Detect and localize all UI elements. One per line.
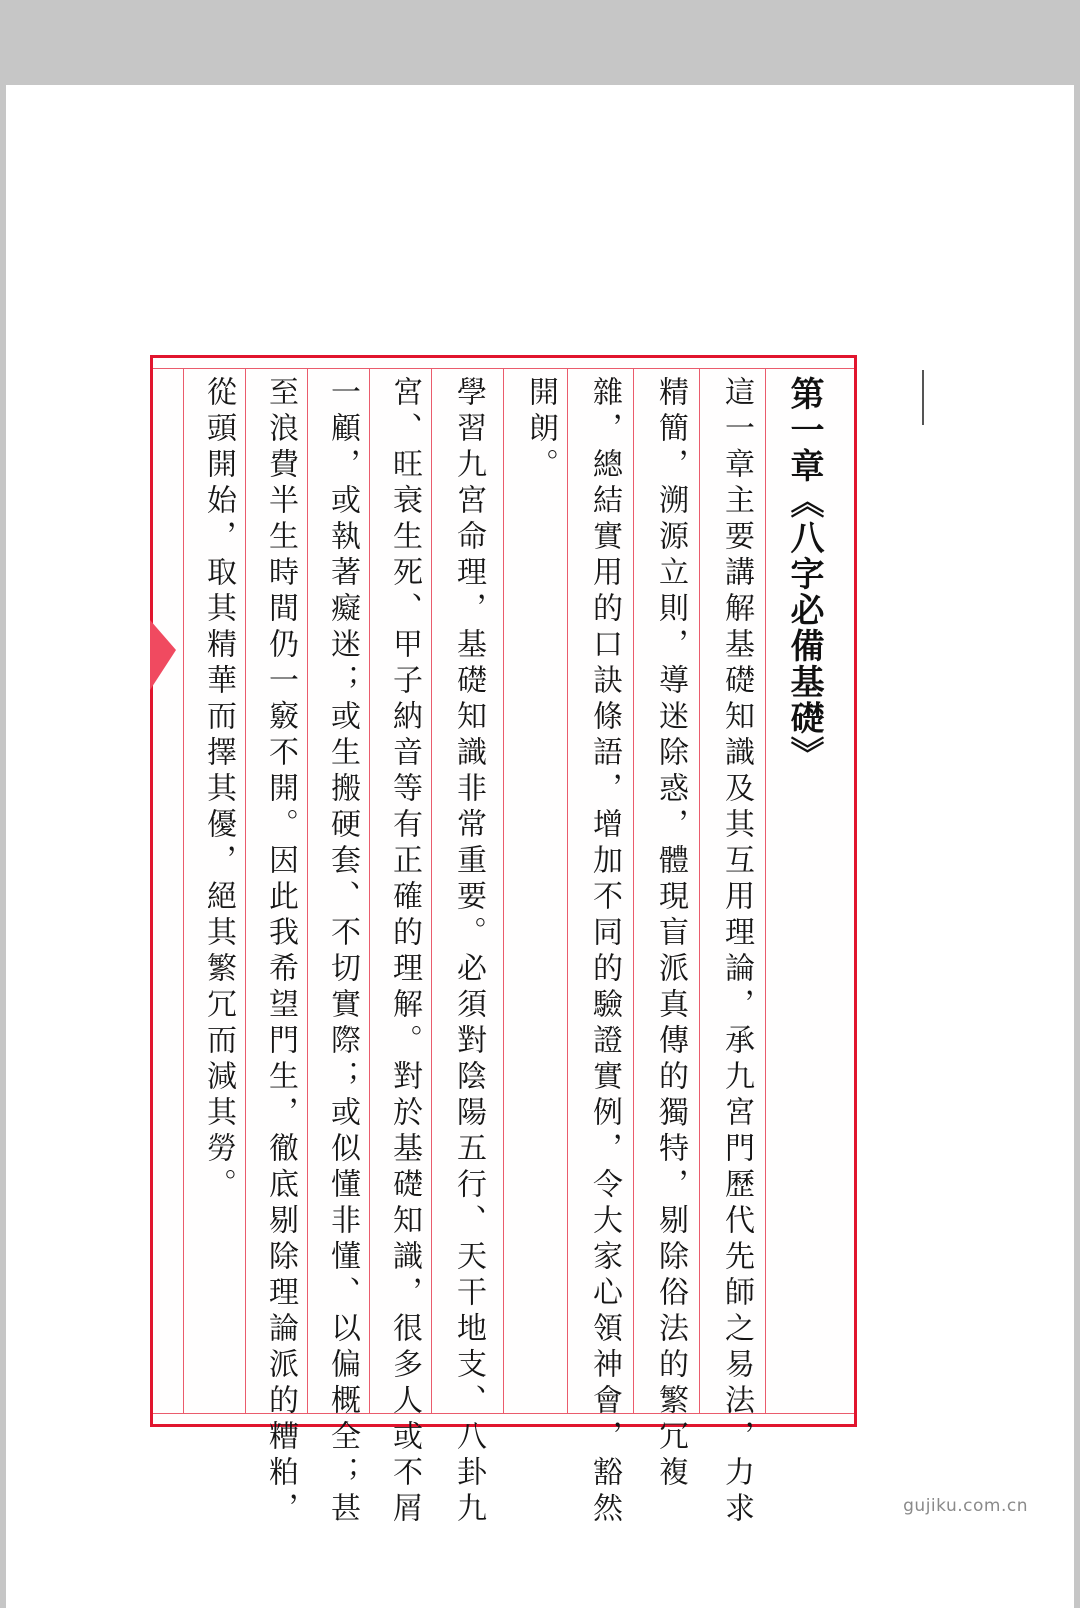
edge-mark	[922, 370, 924, 425]
text-column-7: 一顧，或執著癡迷；或生搬硬套、不切實際；或似懂非懂、以偏概全；甚	[325, 376, 360, 1528]
text-column-6: 宮、旺衰生死、甲子納音等有正確的理解。對於基礎知識，很多人或不屑	[387, 376, 422, 1528]
column-rule	[183, 369, 184, 1413]
text-column-2: 精簡，溯源立則，導迷除惑，體現盲派真傳的獨特，剔除俗法的繁冗複	[653, 376, 688, 1492]
page-frame	[150, 355, 857, 1528]
text-column-9: 從頭開始，取其精華而擇其優，絕其繁冗而減其勞。	[201, 376, 236, 1204]
text-column-8: 至浪費半生時間仍一竅不開。因此我希望門生，徹底剔除理論派的糟粕，	[263, 376, 298, 1528]
margin-mark	[150, 620, 176, 690]
text-column-3: 雜，總結實用的口訣條語，增加不同的驗證實例，令大家心領神會，豁然	[587, 376, 622, 1528]
site-watermark: gujiku.com.cn	[903, 1496, 1028, 1516]
text-column-4: 開朗。	[523, 376, 558, 484]
chapter-heading: 第一章《八字必備基礎》	[784, 376, 824, 772]
text-column-5: 學習九宮命理，基礎知識非常重要。必須對陰陽五行、天干地支、八卦九	[451, 376, 486, 1528]
text-column-1: 這一章主要講解基礎知識及其互用理論，承九宮門歷代先師之易法，力求	[719, 376, 754, 1528]
column-rule	[503, 369, 504, 1413]
